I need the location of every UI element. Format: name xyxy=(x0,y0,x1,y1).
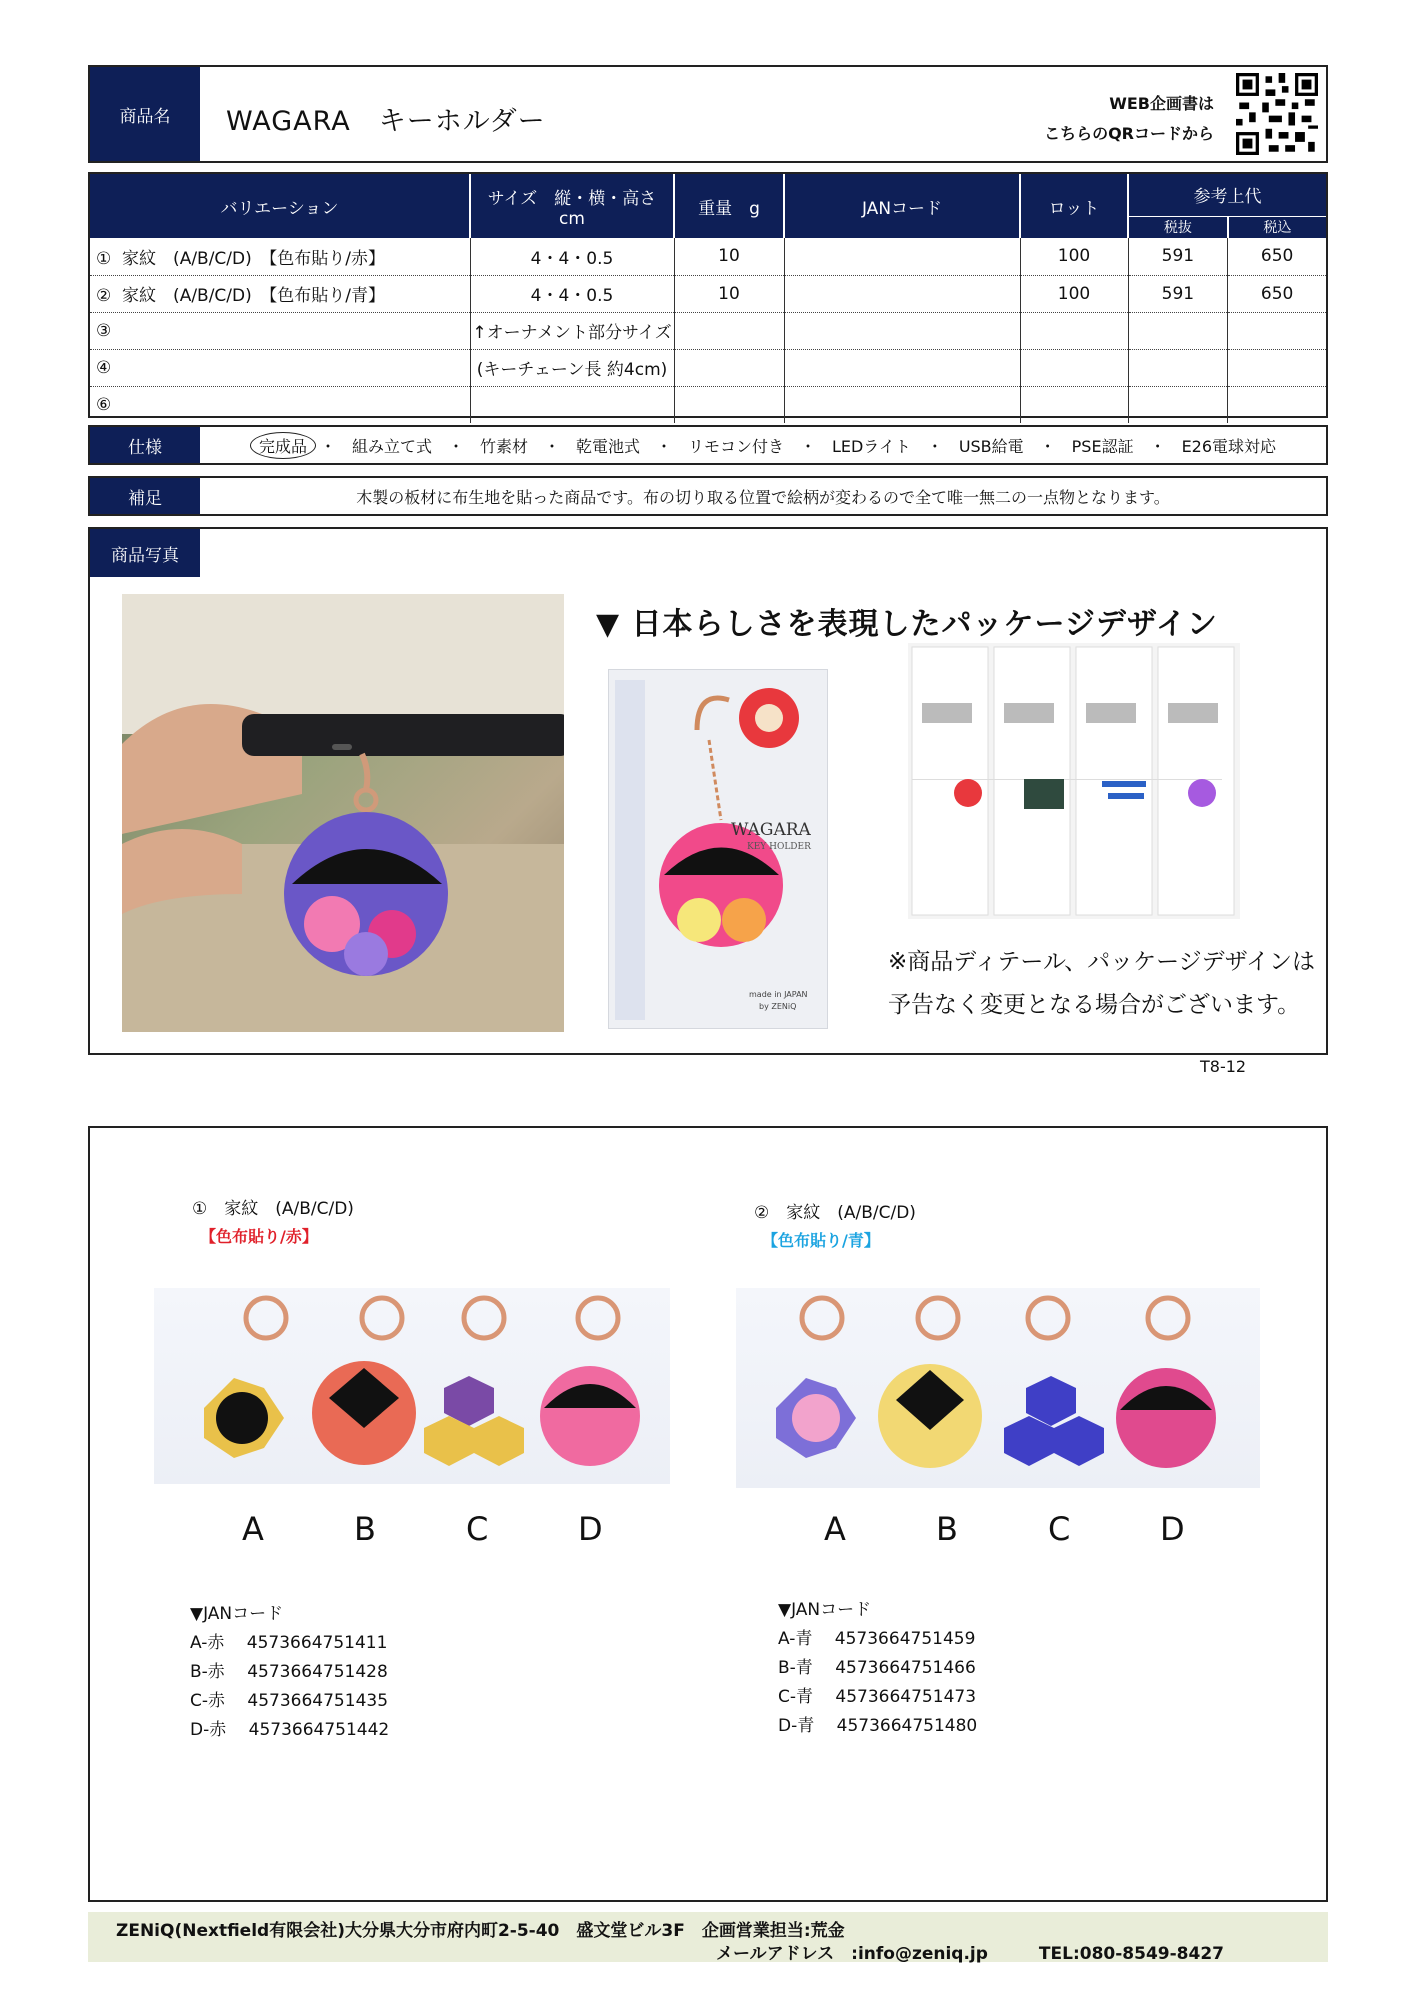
supplement-text: 木製の板材に布生地を貼った商品です。布の切り取る位置で絵柄が変わるので全て唯一無二の一点物となります。 xyxy=(356,487,1170,507)
lot-cell xyxy=(1020,312,1128,349)
price-tax-included-cell xyxy=(1228,349,1326,386)
group1-letter-a: A xyxy=(242,1510,264,1548)
spec-row xyxy=(88,425,1328,465)
variation-text: 家紋 (A/B/C/D) 【色布貼り/青】 xyxy=(111,286,385,306)
col-jan: JANコード xyxy=(784,174,1020,238)
note-line2: 予告なく変更となる場合がございます。 xyxy=(888,992,1301,1018)
col-lot: ロット xyxy=(1020,174,1128,238)
price-tax-excluded-cell xyxy=(1128,386,1228,423)
table-row xyxy=(90,275,1326,312)
price-tax-excluded-cell xyxy=(1128,312,1228,349)
design-change-note xyxy=(888,941,1315,1027)
product-photo-label: 商品写真 xyxy=(90,529,200,577)
row-number: ② xyxy=(96,286,112,306)
weight-cell xyxy=(674,349,784,386)
variation-cell xyxy=(90,386,470,423)
variation-table xyxy=(88,172,1328,418)
qr-code-icon[interactable] xyxy=(1236,73,1318,155)
jan-cell xyxy=(784,275,1020,312)
group2-letter-b: B xyxy=(936,1510,958,1548)
variation-cell xyxy=(90,349,470,386)
web-plan-line1: WEB企画書は xyxy=(1109,94,1214,113)
group1-jan-item: B-赤 4573664751428 xyxy=(190,1662,388,1682)
product-photo-section xyxy=(88,527,1328,1055)
variation-detail-page xyxy=(88,1126,1328,1902)
note-line1: ※商品ディテール、パッケージデザインは xyxy=(888,949,1316,975)
package-by: by ZENiQ xyxy=(759,1002,797,1011)
size-cell xyxy=(470,386,674,423)
price-tax-included-cell: 650 xyxy=(1228,238,1326,275)
variation-cell xyxy=(90,275,470,312)
group2-letter-d: D xyxy=(1160,1510,1185,1548)
col-price: 参考上代 xyxy=(1128,174,1326,216)
package-design-heading: ▼ 日本らしさを表現したパッケージデザイン xyxy=(596,607,1218,642)
web-plan-line2: こちらのQRコードから xyxy=(1044,124,1214,143)
supplement-row xyxy=(88,476,1328,516)
price-tax-excluded-cell: 591 xyxy=(1128,275,1228,312)
size-cell: 4・4・0.5 xyxy=(470,238,674,275)
lot-cell xyxy=(1020,386,1128,423)
web-plan-note xyxy=(1044,89,1214,149)
footer-address: ZENiQ(Nextfield有限会社)大分県大分市府内町2-5-40 盛文堂ビル3F 企画営業担当:荒金 xyxy=(116,1921,845,1941)
jan-cell xyxy=(784,238,1020,275)
group2-letter-a: A xyxy=(824,1510,846,1548)
group2-sub: 【色布貼り/青】 xyxy=(762,1231,880,1250)
spec-selected-option: 完成品 xyxy=(250,432,316,459)
variation-cell xyxy=(90,312,470,349)
col-tax-excluded: 税抜 xyxy=(1128,216,1228,238)
group2-letter-c: C xyxy=(1048,1510,1071,1548)
supplement-label: 補足 xyxy=(90,478,200,514)
jan-cell xyxy=(784,312,1020,349)
price-tax-included-cell xyxy=(1228,312,1326,349)
group1-letters xyxy=(242,1510,690,1548)
table-row xyxy=(90,386,1326,423)
price-tax-included-cell: 650 xyxy=(1228,275,1326,312)
price-tax-excluded-cell xyxy=(1128,349,1228,386)
spec-other-options: ・ 組み立て式 ・ 竹素材 ・ 乾電池式 ・ リモコン付き ・ LEDライト ・ USB給電 ・ PSE認証 ・ E26電球対応 xyxy=(319,436,1277,456)
group2-title: ② 家紋 (A/B/C/D) xyxy=(754,1203,916,1223)
group2-keyholders-illustration xyxy=(736,1288,1260,1488)
col-tax-included: 税込 xyxy=(1228,216,1326,238)
spec-options xyxy=(200,427,1326,463)
lot-cell: 100 xyxy=(1020,238,1128,275)
product-title: WAGARA キーホルダー xyxy=(226,106,546,137)
group1-keyholders-illustration xyxy=(154,1288,670,1484)
group2-jan-list xyxy=(778,1596,977,1741)
variation-text: 家紋 (A/B/C/D) 【色布貼り/赤】 xyxy=(111,248,385,269)
page-code: T8-12 xyxy=(1200,1057,1247,1076)
group2-jan-item: D-青 4573664751480 xyxy=(778,1716,978,1736)
variation-cell xyxy=(90,238,470,275)
group2-jan-item: A-青 4573664751459 xyxy=(778,1629,976,1649)
weight-cell xyxy=(674,312,784,349)
jan-cell xyxy=(784,349,1020,386)
package-lineup-illustration xyxy=(908,643,1240,919)
group1-sub: 【色布貼り/赤】 xyxy=(200,1227,318,1246)
size-cell: (キーチェーン長 約4cm) xyxy=(470,349,674,386)
product-name-label: 商品名 xyxy=(90,67,200,161)
jan-cell xyxy=(784,386,1020,423)
lot-cell: 100 xyxy=(1020,275,1128,312)
row-number: ① xyxy=(96,248,112,269)
photo-hand-holding-phone xyxy=(122,594,564,1032)
lot-cell xyxy=(1020,349,1128,386)
group2-jan-item: C-青 4573664751473 xyxy=(778,1687,977,1707)
weight-cell xyxy=(674,386,784,423)
group2-jan-item: B-青 4573664751466 xyxy=(778,1658,976,1678)
group1-jan-item: A-赤 4573664751411 xyxy=(190,1633,388,1653)
group1-photo xyxy=(154,1288,670,1484)
price-tax-excluded-cell: 591 xyxy=(1128,238,1228,275)
package-made: made in JAPAN xyxy=(749,990,808,999)
group1-jan-item: C-赤 4573664751435 xyxy=(190,1691,389,1711)
group1-title: ① 家紋 (A/B/C/D) xyxy=(192,1199,354,1219)
table-row xyxy=(90,238,1326,275)
group1-letter-c: C xyxy=(466,1510,489,1548)
weight-cell: 10 xyxy=(674,275,784,312)
package-brand: WAGARA xyxy=(731,820,811,840)
group2-letters xyxy=(824,1510,1272,1548)
hand-phone-illustration xyxy=(122,594,564,1032)
col-size: サイズ 縦・横・高さ cm xyxy=(470,174,674,238)
group1-jan-list xyxy=(190,1600,389,1745)
group1-letter-d: D xyxy=(578,1510,603,1548)
group1-letter-b: B xyxy=(354,1510,376,1548)
company-footer xyxy=(88,1912,1328,1962)
table-row xyxy=(90,312,1326,349)
weight-cell: 10 xyxy=(674,238,784,275)
row-number: ④ xyxy=(96,357,112,378)
photo-package-lineup xyxy=(908,643,1240,919)
table-row xyxy=(90,349,1326,386)
group2-photo xyxy=(736,1288,1260,1488)
row-number: ③ xyxy=(96,320,112,341)
col-weight: 重量 g xyxy=(674,174,784,238)
col-variation: バリエーション xyxy=(90,174,470,238)
group1-jan-title: ▼JANコード xyxy=(190,1604,284,1624)
group2-jan-title: ▼JANコード xyxy=(778,1600,872,1620)
footer-contact: メールアドレス :info@zeniq.jp TEL:080-8549-8427 xyxy=(716,1944,1224,1964)
product-header xyxy=(88,65,1328,163)
price-tax-included-cell xyxy=(1228,386,1326,423)
row-number: ⑥ xyxy=(96,394,112,415)
package-sub: KEY HOLDER xyxy=(747,842,811,852)
photo-package-single xyxy=(608,669,828,1029)
spec-label: 仕様 xyxy=(90,427,200,463)
size-cell: 4・4・0.5 xyxy=(470,275,674,312)
group1-jan-item: D-赤 4573664751442 xyxy=(190,1720,390,1740)
size-cell: ↑オーナメント部分サイズ xyxy=(470,312,674,349)
